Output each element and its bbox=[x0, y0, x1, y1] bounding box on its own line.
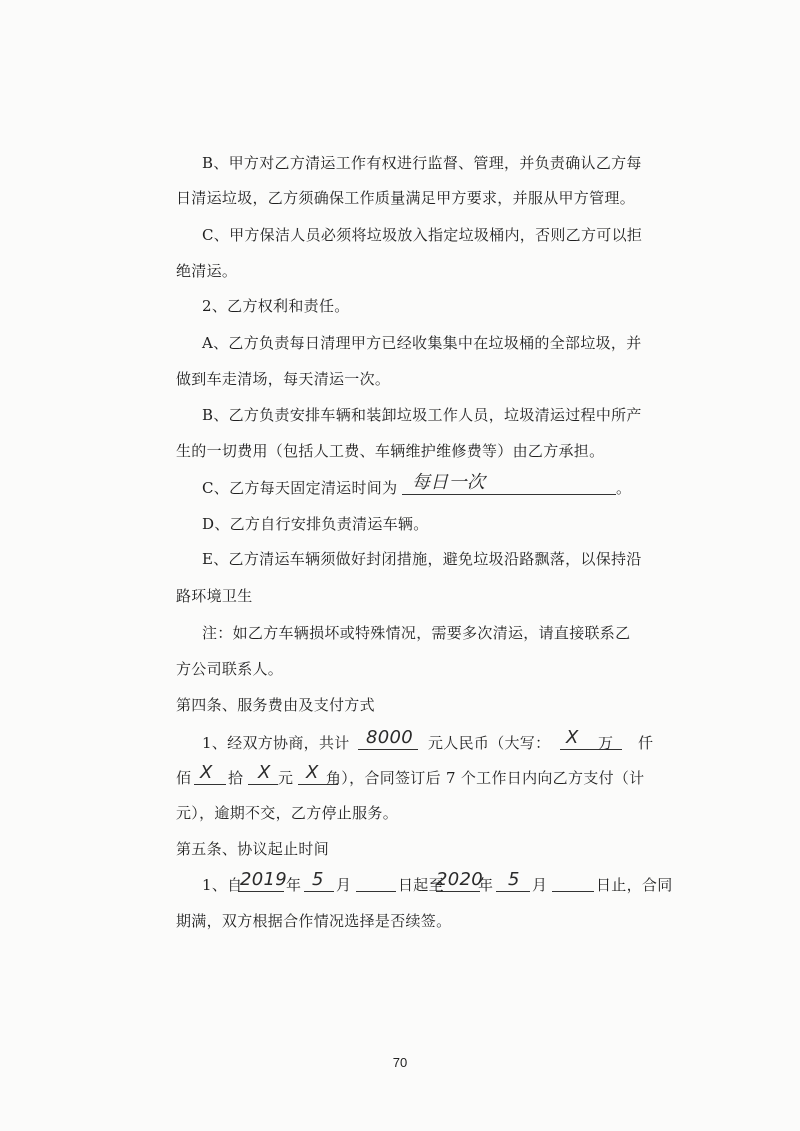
handwritten-amount: 8000 bbox=[366, 727, 414, 748]
page-number: 70 bbox=[392, 1055, 408, 1070]
handwritten-wan: X bbox=[566, 727, 579, 748]
handwritten-bai: X bbox=[200, 762, 213, 783]
handwritten-start-year: 2019 bbox=[240, 869, 288, 890]
handwritten-shi: X bbox=[258, 762, 271, 783]
handwritten-time: 每日一次 bbox=[412, 472, 486, 493]
document-page: B、甲方对乙方清运工作有权进行监督、管理，并负责确认乙方每 日清运垃圾，乙方须确保工作质量满足甲方要求，并服从甲方管理。 C、甲方保洁人员必须将垃圾放入指定垃圾桶内，否则乙方可以拒 绝清运。 2、乙方权利和责任。 A、乙方负责每日清理甲方已经收集集中在垃圾桶的全部垃圾，并 做到车走清场，每天清运一次。 B、乙方负责安排车辆和装卸垃圾工作人员，垃圾清运过程中所产 生的一切费用（包括人工费、车辆维护维修费等）由乙方承担。 C、乙方每天固定清运时间为 每日一次 。 D、乙方自行安排负责清运车辆。 E、乙方清运车辆须做好封闭措施，避免垃圾沿路飘落，以保持沿 路环境卫生 注：如乙方车辆损坏或特殊情况，需要多次清运，请直接联系乙 方公司联系人。 第四条、服务费由及支付方式 1、经双方协商，共计 8000 元人民币（大写： X 万 仟 佰 X 拾 X 元 X 角），合同签订后 7 个工作日内向乙方支付（计 元），逾期不交，乙方停止服务。 第五条、协议起止时间 1、自 2019 年 5 月 日起至 2020 年 5 月 日止，合同 期满，双方根据合作情况选择是否续签。 70 bbox=[0, 0, 800, 1131]
handwritten-start-month: 5 bbox=[312, 869, 324, 890]
handwritten-end-year: 2020 bbox=[436, 869, 484, 890]
handwritten-end-month: 5 bbox=[508, 869, 520, 890]
handwritten-yuan: X bbox=[306, 762, 319, 783]
